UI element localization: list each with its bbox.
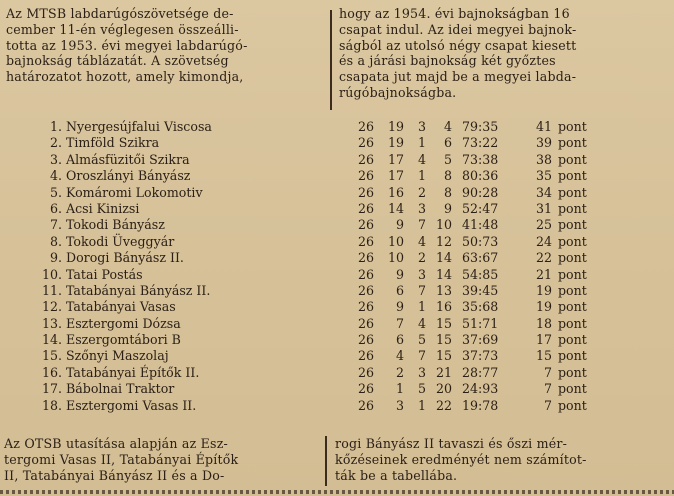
standing-played: 26 [357,184,374,200]
standing-points-unit: pont [558,184,587,200]
standing-lost: 15 [435,348,452,364]
standing-won: 19 [387,119,404,134]
standing-points-unit: pont [558,364,587,380]
standing-goals: 37:69 [462,332,499,348]
standings-table [0,119,674,414]
standing-played: 26 [357,250,374,266]
standing-points-unit: pont [558,381,587,397]
intro-paragraph-right: hogy az 1954. évi bajnokságban 16 csapat indul. Az idei megyei bajnok- ságból az utolsó négy csapat kiesett és a járási bajnokság két győztes csapata jut majd be a megyei labda- rúgóbajnokságba. [339,6,577,100]
standing-goals: 54:85 [462,266,499,282]
standing-won: 1 [395,381,404,397]
standing-goals: 73:22 [462,135,499,151]
standing-rank: 9. [49,250,62,266]
standing-played: 26 [357,381,374,397]
standing-goals: 24:93 [462,381,499,397]
standing-played: 26 [357,315,374,331]
standing-points-unit: pont [558,151,587,167]
standing-points: 7 [543,381,552,397]
outro-paragraph-left: Az OTSB utasítása alapján az Esz- tergomi Vasas II, Tatabányai Építők II, Tatabányai Bányász II és a Do- [4,436,239,483]
standing-drawn: 2 [417,250,426,266]
standing-points-unit: pont [558,135,587,151]
standing-points-unit: pont [558,397,587,413]
standing-goals: 52:47 [462,200,499,216]
standing-points: 35 [535,168,552,184]
standing-drawn: 5 [417,332,426,348]
table-row [0,119,674,135]
standing-drawn: 4 [417,233,426,249]
standing-team: Oroszlányi Bányász [66,168,191,184]
standing-drawn: 4 [417,151,426,167]
standing-drawn: 1 [417,397,426,413]
standing-rank: 16. [41,364,62,380]
standing-team: Tokodi Üveggyár [66,233,175,249]
standing-rank: 7. [49,217,62,233]
standing-played: 26 [357,217,374,233]
standing-played: 26 [357,266,374,282]
standing-rank: 10. [41,266,62,282]
standing-played: 26 [357,151,374,167]
standing-goals: 80:36 [462,168,499,184]
standing-lost: 10 [435,217,452,233]
standing-points: 31 [535,200,552,216]
standing-lost: 13 [435,282,452,298]
standing-points: 15 [535,348,552,364]
standing-team: Esztergomi Dózsa [66,315,181,331]
table-row [0,168,674,184]
table-row [0,135,674,151]
standing-won: 17 [387,168,404,184]
standing-rank: 6. [49,200,62,216]
standing-points: 39 [535,135,552,151]
standing-team: Tatabányai Bányász II. [66,282,211,298]
standing-points: 41 [535,119,552,134]
standing-lost: 8 [443,184,452,200]
standing-points-unit: pont [558,315,587,331]
table-row [0,283,674,299]
standing-goals: 79:35 [462,119,499,134]
standing-points: 25 [535,217,552,233]
standing-drawn: 5 [417,381,426,397]
standing-team: Dorogi Bányász II. [66,250,184,266]
standing-drawn: 3 [417,266,426,282]
standing-rank: 13. [41,315,62,331]
standing-drawn: 1 [417,299,426,315]
standing-goals: 19:78 [462,397,499,413]
standing-lost: 22 [435,397,452,413]
standing-drawn: 2 [417,184,426,200]
standing-played: 26 [357,119,374,134]
standing-played: 26 [357,397,374,413]
standing-played: 26 [357,364,374,380]
standing-rank: 2. [49,135,62,151]
standing-won: 19 [387,135,404,151]
standing-team: Timföld Szikra [66,135,160,151]
standing-lost: 12 [435,233,452,249]
standing-points: 38 [535,151,552,167]
standing-team: Nyergesújfalui Viscosa [66,119,212,134]
standing-team: Tatabányai Vasas [66,299,176,315]
standing-rank: 11. [41,282,62,298]
standing-rank: 8. [49,233,62,249]
standing-team: Acsi Kinizsi [66,200,140,216]
standing-rank: 15. [41,348,62,364]
standing-team: Almásfüzitői Szikra [66,151,190,167]
standing-drawn: 7 [417,217,426,233]
standing-points-unit: pont [558,217,587,233]
table-row [0,316,674,332]
standing-team: Szőnyi Maszolaj [66,348,169,364]
standing-points-unit: pont [558,299,587,315]
standing-rank: 1. [49,119,62,134]
standing-drawn: 7 [417,348,426,364]
standing-rank: 5. [49,184,62,200]
table-row [0,185,674,201]
standing-won: 6 [395,332,404,348]
standing-lost: 8 [443,168,452,184]
standing-lost: 5 [443,151,452,167]
standing-points-unit: pont [558,250,587,266]
standing-played: 26 [357,233,374,249]
standing-won: 9 [395,266,404,282]
standing-won: 16 [387,184,404,200]
standing-goals: 41:48 [462,217,499,233]
standing-points: 19 [535,282,552,298]
table-row [0,250,674,266]
standing-won: 14 [387,200,404,216]
table-row [0,152,674,168]
standing-played: 26 [357,282,374,298]
standing-goals: 90:28 [462,184,499,200]
standing-lost: 15 [435,315,452,331]
standing-won: 17 [387,151,404,167]
table-row [0,299,674,315]
standing-won: 9 [395,217,404,233]
standing-played: 26 [357,299,374,315]
table-row [0,381,674,397]
standing-goals: 50:73 [462,233,499,249]
standing-won: 9 [395,299,404,315]
standing-points-unit: pont [558,119,587,134]
standing-rank: 3. [49,151,62,167]
table-row [0,398,674,414]
standing-played: 26 [357,135,374,151]
standing-points: 18 [535,315,552,331]
standing-points-unit: pont [558,266,587,282]
standing-drawn: 1 [417,168,426,184]
standing-goals: 63:67 [462,250,499,266]
standing-points: 19 [535,299,552,315]
intro-paragraph-left: Az MTSB labdarúgószövetsége de- cember 11-én véglegesen összeálli- totta az 1953. évi megyei labdarúgó- bajnokság táblázatát. A szövetség határozatot hozott, amely kimondja, [6,6,248,85]
standing-team: Bábolnai Traktor [66,381,175,397]
standing-won: 7 [395,315,404,331]
standing-drawn: 3 [417,364,426,380]
standing-points-unit: pont [558,168,587,184]
table-row [0,348,674,364]
standing-lost: 4 [443,119,452,134]
standing-lost: 15 [435,332,452,348]
standing-points: 34 [535,184,552,200]
standing-lost: 14 [435,250,452,266]
standing-goals: 28:77 [462,364,499,380]
standing-points: 21 [535,266,552,282]
standing-points: 17 [535,332,552,348]
column-divider-bottom [325,436,327,486]
standing-won: 10 [387,233,404,249]
standing-team: Tatabányai Építők II. [66,364,200,380]
outro-paragraph-right: rogi Bányász II tavaszi és őszi mér- kőzéseinek eredményét nem számítot- ták be a tabellába. [335,436,587,483]
standing-goals: 39:45 [462,282,499,298]
standing-drawn: 3 [417,200,426,216]
standing-points-unit: pont [558,332,587,348]
standing-points-unit: pont [558,200,587,216]
standing-team: Tatai Postás [66,266,143,282]
table-row [0,332,674,348]
standing-team: Eszergomtábori B [66,332,181,348]
standing-team: Komáromi Lokomotiv [66,184,203,200]
standing-goals: 35:68 [462,299,499,315]
standing-rank: 17. [41,381,62,397]
standing-points-unit: pont [558,348,587,364]
standing-won: 4 [395,348,404,364]
standing-lost: 16 [435,299,452,315]
standing-rank: 14. [41,332,62,348]
standing-points: 7 [543,364,552,380]
page-bottom-rule [0,490,674,494]
standing-drawn: 4 [417,315,426,331]
standing-played: 26 [357,332,374,348]
standing-team: Tokodi Bányász [66,217,165,233]
standing-points-unit: pont [558,233,587,249]
standing-won: 10 [387,250,404,266]
standing-played: 26 [357,168,374,184]
standing-drawn: 3 [417,119,426,134]
table-row [0,365,674,381]
standing-drawn: 1 [417,135,426,151]
table-row [0,234,674,250]
standing-won: 2 [395,364,404,380]
standing-lost: 20 [435,381,452,397]
table-row [0,201,674,217]
standing-rank: 18. [41,397,62,413]
standing-played: 26 [357,200,374,216]
standing-points: 24 [535,233,552,249]
standing-drawn: 7 [417,282,426,298]
standing-lost: 14 [435,266,452,282]
standing-points: 22 [535,250,552,266]
standing-lost: 9 [443,200,452,216]
standing-won: 6 [395,282,404,298]
standing-lost: 21 [435,364,452,380]
standing-won: 3 [395,397,404,413]
standing-goals: 37:73 [462,348,499,364]
standing-lost: 6 [443,135,452,151]
standing-played: 26 [357,348,374,364]
standing-rank: 12. [41,299,62,315]
standing-team: Esztergomi Vasas II. [66,397,197,413]
standing-points: 7 [543,397,552,413]
table-row [0,217,674,233]
standing-points-unit: pont [558,282,587,298]
table-row [0,267,674,283]
standing-goals: 51:71 [462,315,499,331]
standing-goals: 73:38 [462,151,499,167]
column-divider-top [330,10,332,110]
standing-rank: 4. [49,168,62,184]
